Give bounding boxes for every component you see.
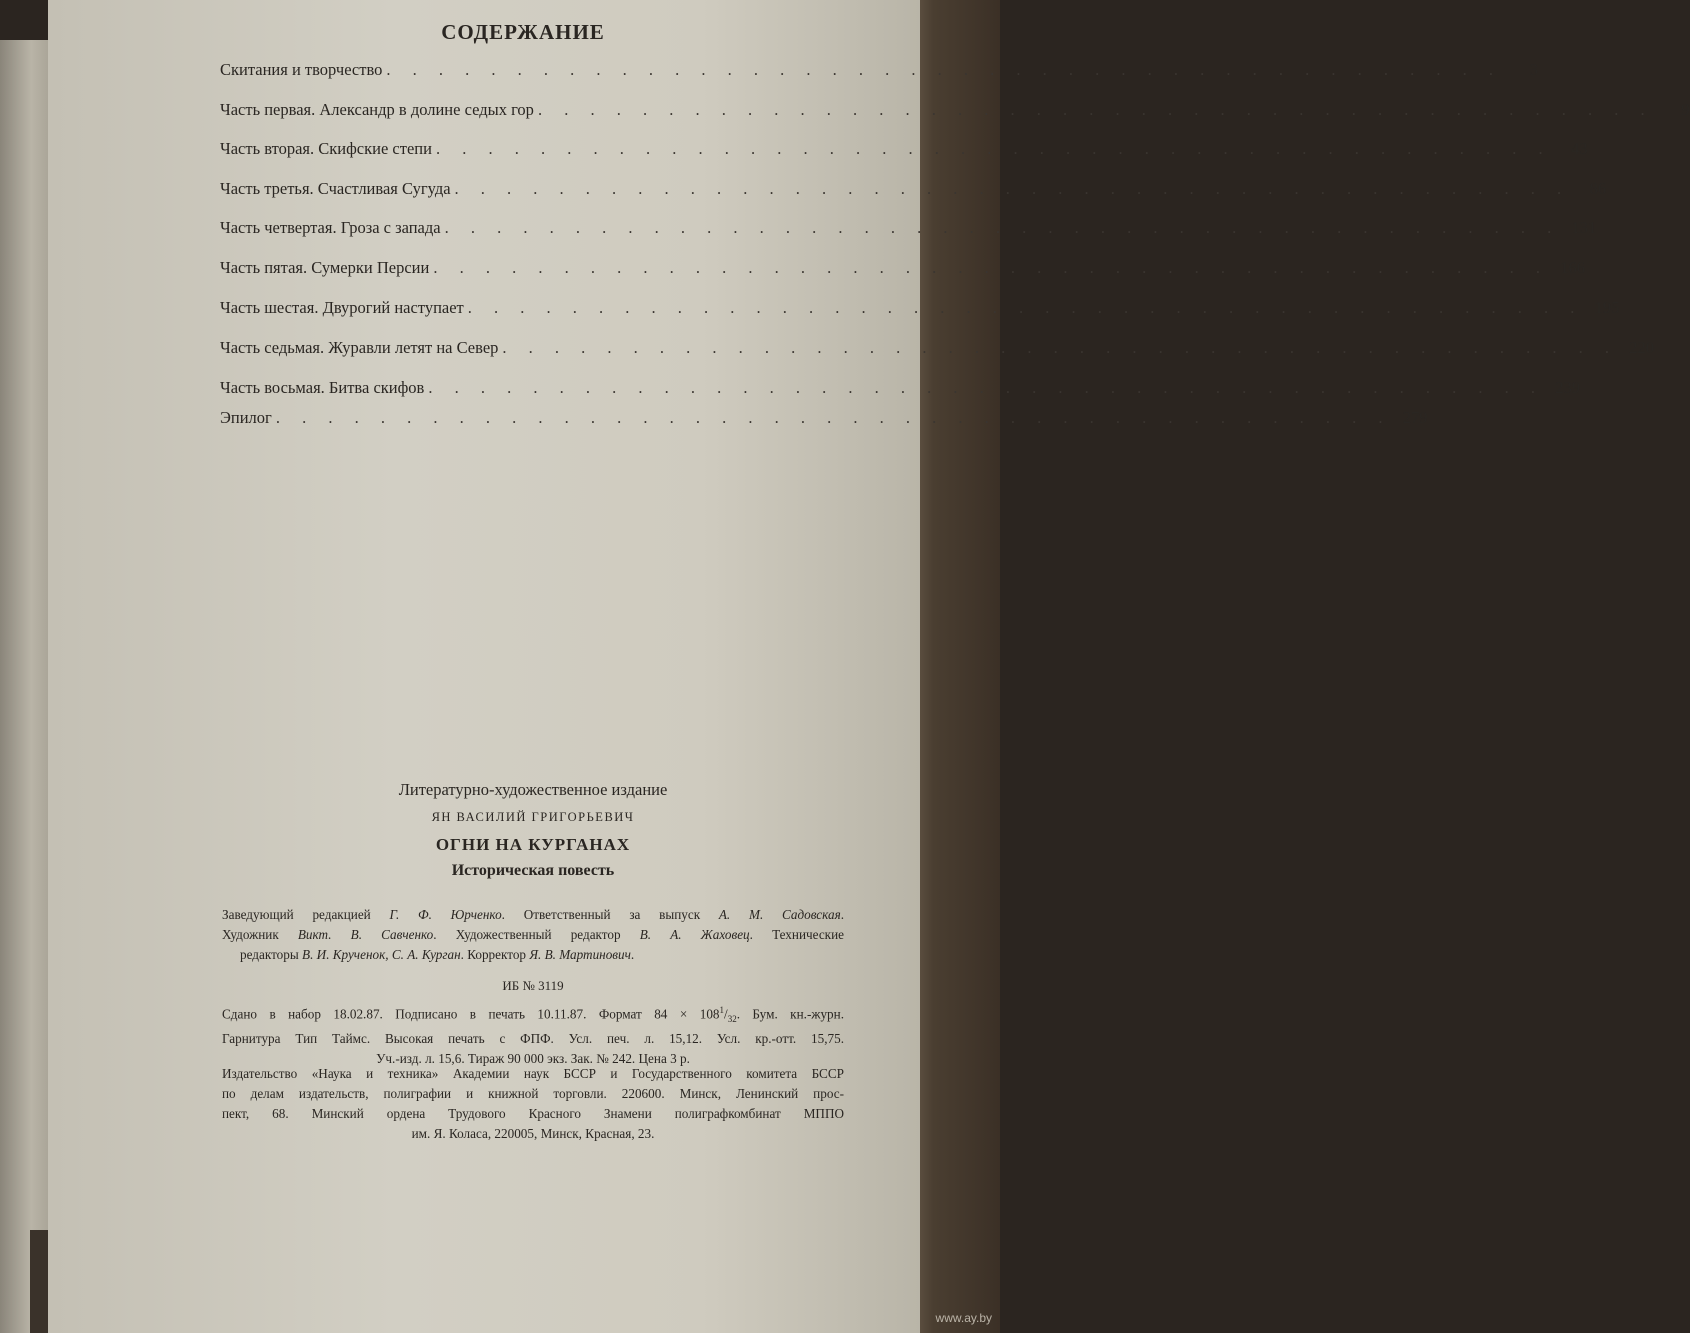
credits-line: Художник Викт. В. Савченко. Художественный редактор В. А. Жаховец. Технические [222,927,844,942]
dot-leader: . . . . . . . . . . . . . . . . . . . . . . . . . . . . . . . . . . . . . . . . . . . [386,60,1503,79]
editorial-credits [222,905,844,965]
publisher-line: Издательство «Наука и техника» Академии наук БССР и Государственного комитета БССР [222,1066,844,1081]
dot-leader: . . . . . . . . . . . . . . . . . . . . . . . . . . . . . . . . . . . . . . . . . . . [275,408,1392,427]
dot-leader: . . . . . . . . . . . . . . . . . . . . . . . . . . . . . . . . . . . . . . . . . . . [454,179,1571,198]
ib-number: ИБ № 3119 [502,978,564,993]
credits-line: редакторы В. И. Крученок, С. А. Курган. Корректор Я. В. Мартинович. [240,947,635,962]
toc-item-label: Часть четвертая. Гроза с запада [220,218,441,237]
toc-item [220,378,1580,404]
toc-item-label: Часть вторая. Скифские степи [220,139,432,158]
edition-type: Литературно-художественное издание [398,780,668,799]
toc-item-label: Часть седьмая. Журавли летят на Север [220,338,499,357]
toc-item-page: 279 [1402,408,1428,427]
toc-item-label: Часть шестая. Двурогий наступает [220,298,464,317]
toc-item-page: 3 [1529,60,1539,79]
printing-details [222,1000,844,1069]
toc-item-label: Скитания и творчество [220,60,383,79]
credits-line: Заведующий редакцией Г. Ф. Юрченко. Ответственный за выпуск А. М. Садовская. [222,907,845,922]
printing-line: Уч.-изд. л. 15,6. Тираж 90 000 экз. Зак. № 242. Цена 3 р. [376,1051,690,1067]
toc-item-page: 9 [1681,100,1690,119]
site-watermark: www.ay.by [935,1311,992,1325]
toc-item-label: Часть пятая. Сумерки Персии [220,258,430,277]
dot-leader: . . . . . . . . . . . . . . . . . . . . . . . . . . . . . . . . . . . . . . . . . . . [444,218,1561,237]
dot-leader: . . . . . . . . . . . . . . . . . . . . . . . . . . . . . . . . . . . . . . . . . . . [537,100,1654,119]
toc-item [220,179,1607,205]
publisher-details [222,1064,844,1144]
underlying-page-edge [0,40,52,1333]
author-name: ЯН ВАСИЛИЙ ГРИГОРЬЕВИЧ [431,810,635,824]
toc-item-page: 86 [1589,179,1607,198]
toc-heading: СОДЕРЖАНИЕ [441,20,605,44]
dot-leader: . . . . . . . . . . . . . . . . . . . . . . . . . . . . . . . . . . . . . . . . . . . [467,298,1584,317]
toc-item [220,408,1428,434]
toc-item [220,60,1539,86]
toc-item-label: Эпилог [220,408,272,427]
publisher-line: пект, 68. Минский ордена Трудового Красного Знамени полиграфкомбинат МППО [222,1106,844,1121]
book-title: ОГНИ НА КУРГАНАХ [435,835,631,854]
toc-item-page: 239 [1555,378,1580,397]
toc-item-label: Часть первая. Александр в долине седых гор [220,100,534,119]
publisher-line: по делам издательств, полиграфии и книжной торговли. 220600. Минск, Ленинский прос- [222,1086,844,1101]
toc-item-page: 166 [1560,258,1585,277]
toc-item [220,338,1655,364]
publisher-line: им. Я. Коласа, 220005, Минск, Красная, 23. [411,1126,655,1141]
printing-line: Гарнитура Тип Таймс. Высокая печать с ФПФ. Усл. печ. л. 15,12. Усл. кр.-отт. 15,75. [222,1031,844,1047]
dot-leader: . . . . . . . . . . . . . . . . . . . . . . . . . . . . . . . . . . . . . . . . . . . [428,378,1544,397]
toc-item [220,139,1588,165]
toc-item-label: Часть восьмая. Битва скифов [220,378,425,397]
toc-item [220,100,1690,126]
toc-item-page: 131 [1571,218,1597,237]
toc-item-page: 195 [1594,298,1620,317]
toc-item-page: 220 [1629,338,1655,357]
toc-item-page: 43 [1571,139,1588,158]
dot-leader: . . . . . . . . . . . . . . . . . . . . . . . . . . . . . . . . . . . . . . . . . . . [502,338,1619,357]
printing-line: Сдано в набор 18.02.87. Подписано в печать 10.11.87. Формат $84 \times 108^1/_{32}$. Бум. кн.-журн. [222,1005,844,1025]
dot-leader: . . . . . . . . . . . . . . . . . . . . . . . . . . . . . . . . . . . . . . . . . . . [435,139,1552,158]
toc-item [220,298,1620,324]
toc-item-label: Часть третья. Счастливая Сугуда [220,179,451,198]
book-subtitle: Историческая повесть [451,862,615,879]
toc-item [220,258,1585,284]
dot-leader: . . . . . . . . . . . . . . . . . . . . . . . . . . . . . . . . . . . . . . . . . . . [433,258,1549,277]
toc-item [220,218,1597,244]
